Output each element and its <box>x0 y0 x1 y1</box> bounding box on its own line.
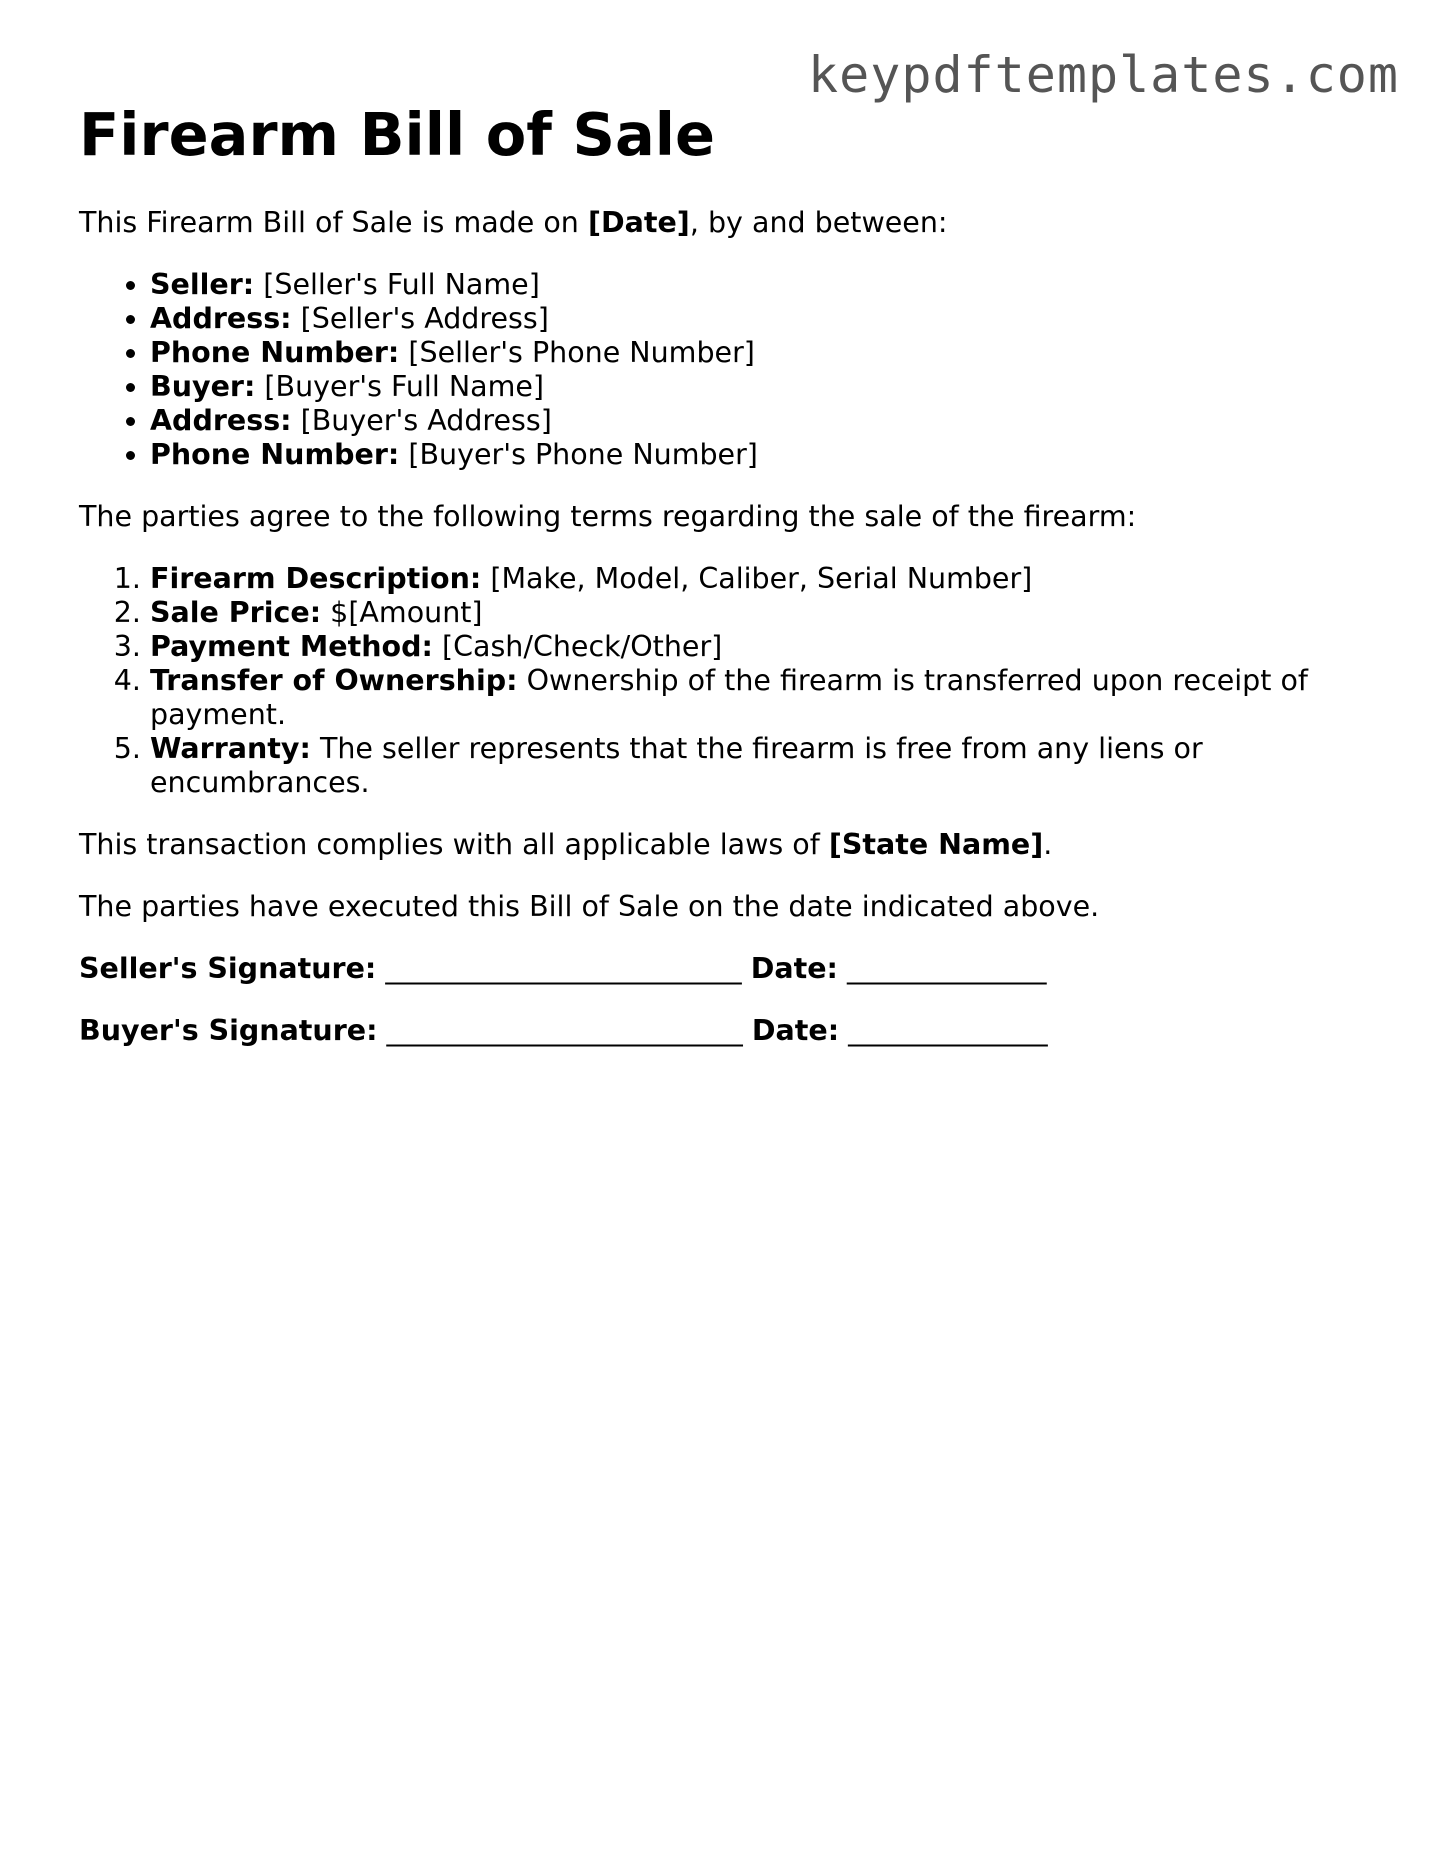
signature-blank: _________________________ <box>376 952 751 985</box>
terms-intro: The parties agree to the following terms regarding the sale of the firearm: <box>79 500 1137 533</box>
list-item-buyer-address <box>150 404 1369 438</box>
intro-paragraph <box>79 206 1369 240</box>
term-label: Firearm Description: <box>150 562 482 595</box>
field-label: Address: <box>150 302 292 335</box>
signature-label: Seller's Signature: <box>79 952 377 985</box>
list-item-sale-price <box>150 596 1369 630</box>
executed-paragraph: The parties have executed this Bill of Sale on the date indicated above. <box>79 890 1100 923</box>
term-value: [Make, Model, Caliber, Serial Number] <box>481 562 1033 595</box>
term-label: Payment Method: <box>150 630 433 663</box>
term-value: $[Amount] <box>321 596 483 629</box>
field-label: Phone Number: <box>150 336 400 369</box>
field-label: Address: <box>150 404 292 437</box>
compliance-paragraph <box>79 828 1369 862</box>
watermark-text: keypdftemplates.com <box>808 46 1399 104</box>
list-item-transfer-of-ownership <box>150 664 1369 732</box>
list-item-buyer-phone <box>150 438 1369 472</box>
term-value: [Cash/Check/Other] <box>432 630 723 663</box>
terms-list <box>79 562 1369 800</box>
term-label: Transfer of Ownership: <box>150 664 518 697</box>
signature-blank: _________________________ <box>377 1014 752 1047</box>
field-label: Buyer: <box>150 370 256 403</box>
term-label: Sale Price: <box>150 596 322 629</box>
page-title: Firearm Bill of Sale <box>79 100 716 169</box>
compliance-prefix: This transaction complies with all applicable laws of <box>79 828 829 861</box>
list-item-seller-address <box>150 302 1369 336</box>
field-label: Phone Number: <box>150 438 400 471</box>
list-item-seller-phone <box>150 336 1369 370</box>
intro-prefix: This Firearm Bill of Sale is made on <box>79 206 588 239</box>
term-value: Ownership of the firearm is transferred upon receipt of payment. <box>150 664 1308 731</box>
term-label: Warranty: <box>150 732 311 765</box>
field-label: Seller: <box>150 268 255 301</box>
field-value: [Buyer's Address] <box>291 404 552 437</box>
list-item-firearm-description <box>150 562 1369 596</box>
list-item-warranty <box>150 732 1369 800</box>
date-label: Date: <box>750 952 838 985</box>
buyer-signature-line <box>79 1014 1369 1048</box>
intro-date: [Date] <box>587 206 690 239</box>
seller-signature-line <box>79 952 1369 986</box>
intro-suffix: , by and between: <box>689 206 948 239</box>
date-label: Date: <box>751 1014 840 1047</box>
compliance-suffix: . <box>1043 828 1053 861</box>
field-value: [Buyer's Full Name] <box>255 370 545 403</box>
term-value: The seller represents that the firearm is free from any liens or encumbrances. <box>150 732 1203 799</box>
parties-list <box>79 268 1369 472</box>
field-value: [Seller's Phone Number] <box>399 336 755 369</box>
list-item-buyer <box>150 370 1369 404</box>
field-value: [Seller's Full Name] <box>254 268 540 301</box>
list-item-seller <box>150 268 1369 302</box>
field-value: [Seller's Address] <box>291 302 549 335</box>
signature-label: Buyer's Signature: <box>79 1014 378 1047</box>
compliance-state: [State Name] <box>828 828 1044 861</box>
date-blank: ______________ <box>839 1014 1048 1047</box>
document <box>79 100 1369 1076</box>
field-value: [Buyer's Phone Number] <box>399 438 758 471</box>
date-blank: ______________ <box>837 952 1047 985</box>
list-item-payment-method <box>150 630 1369 664</box>
